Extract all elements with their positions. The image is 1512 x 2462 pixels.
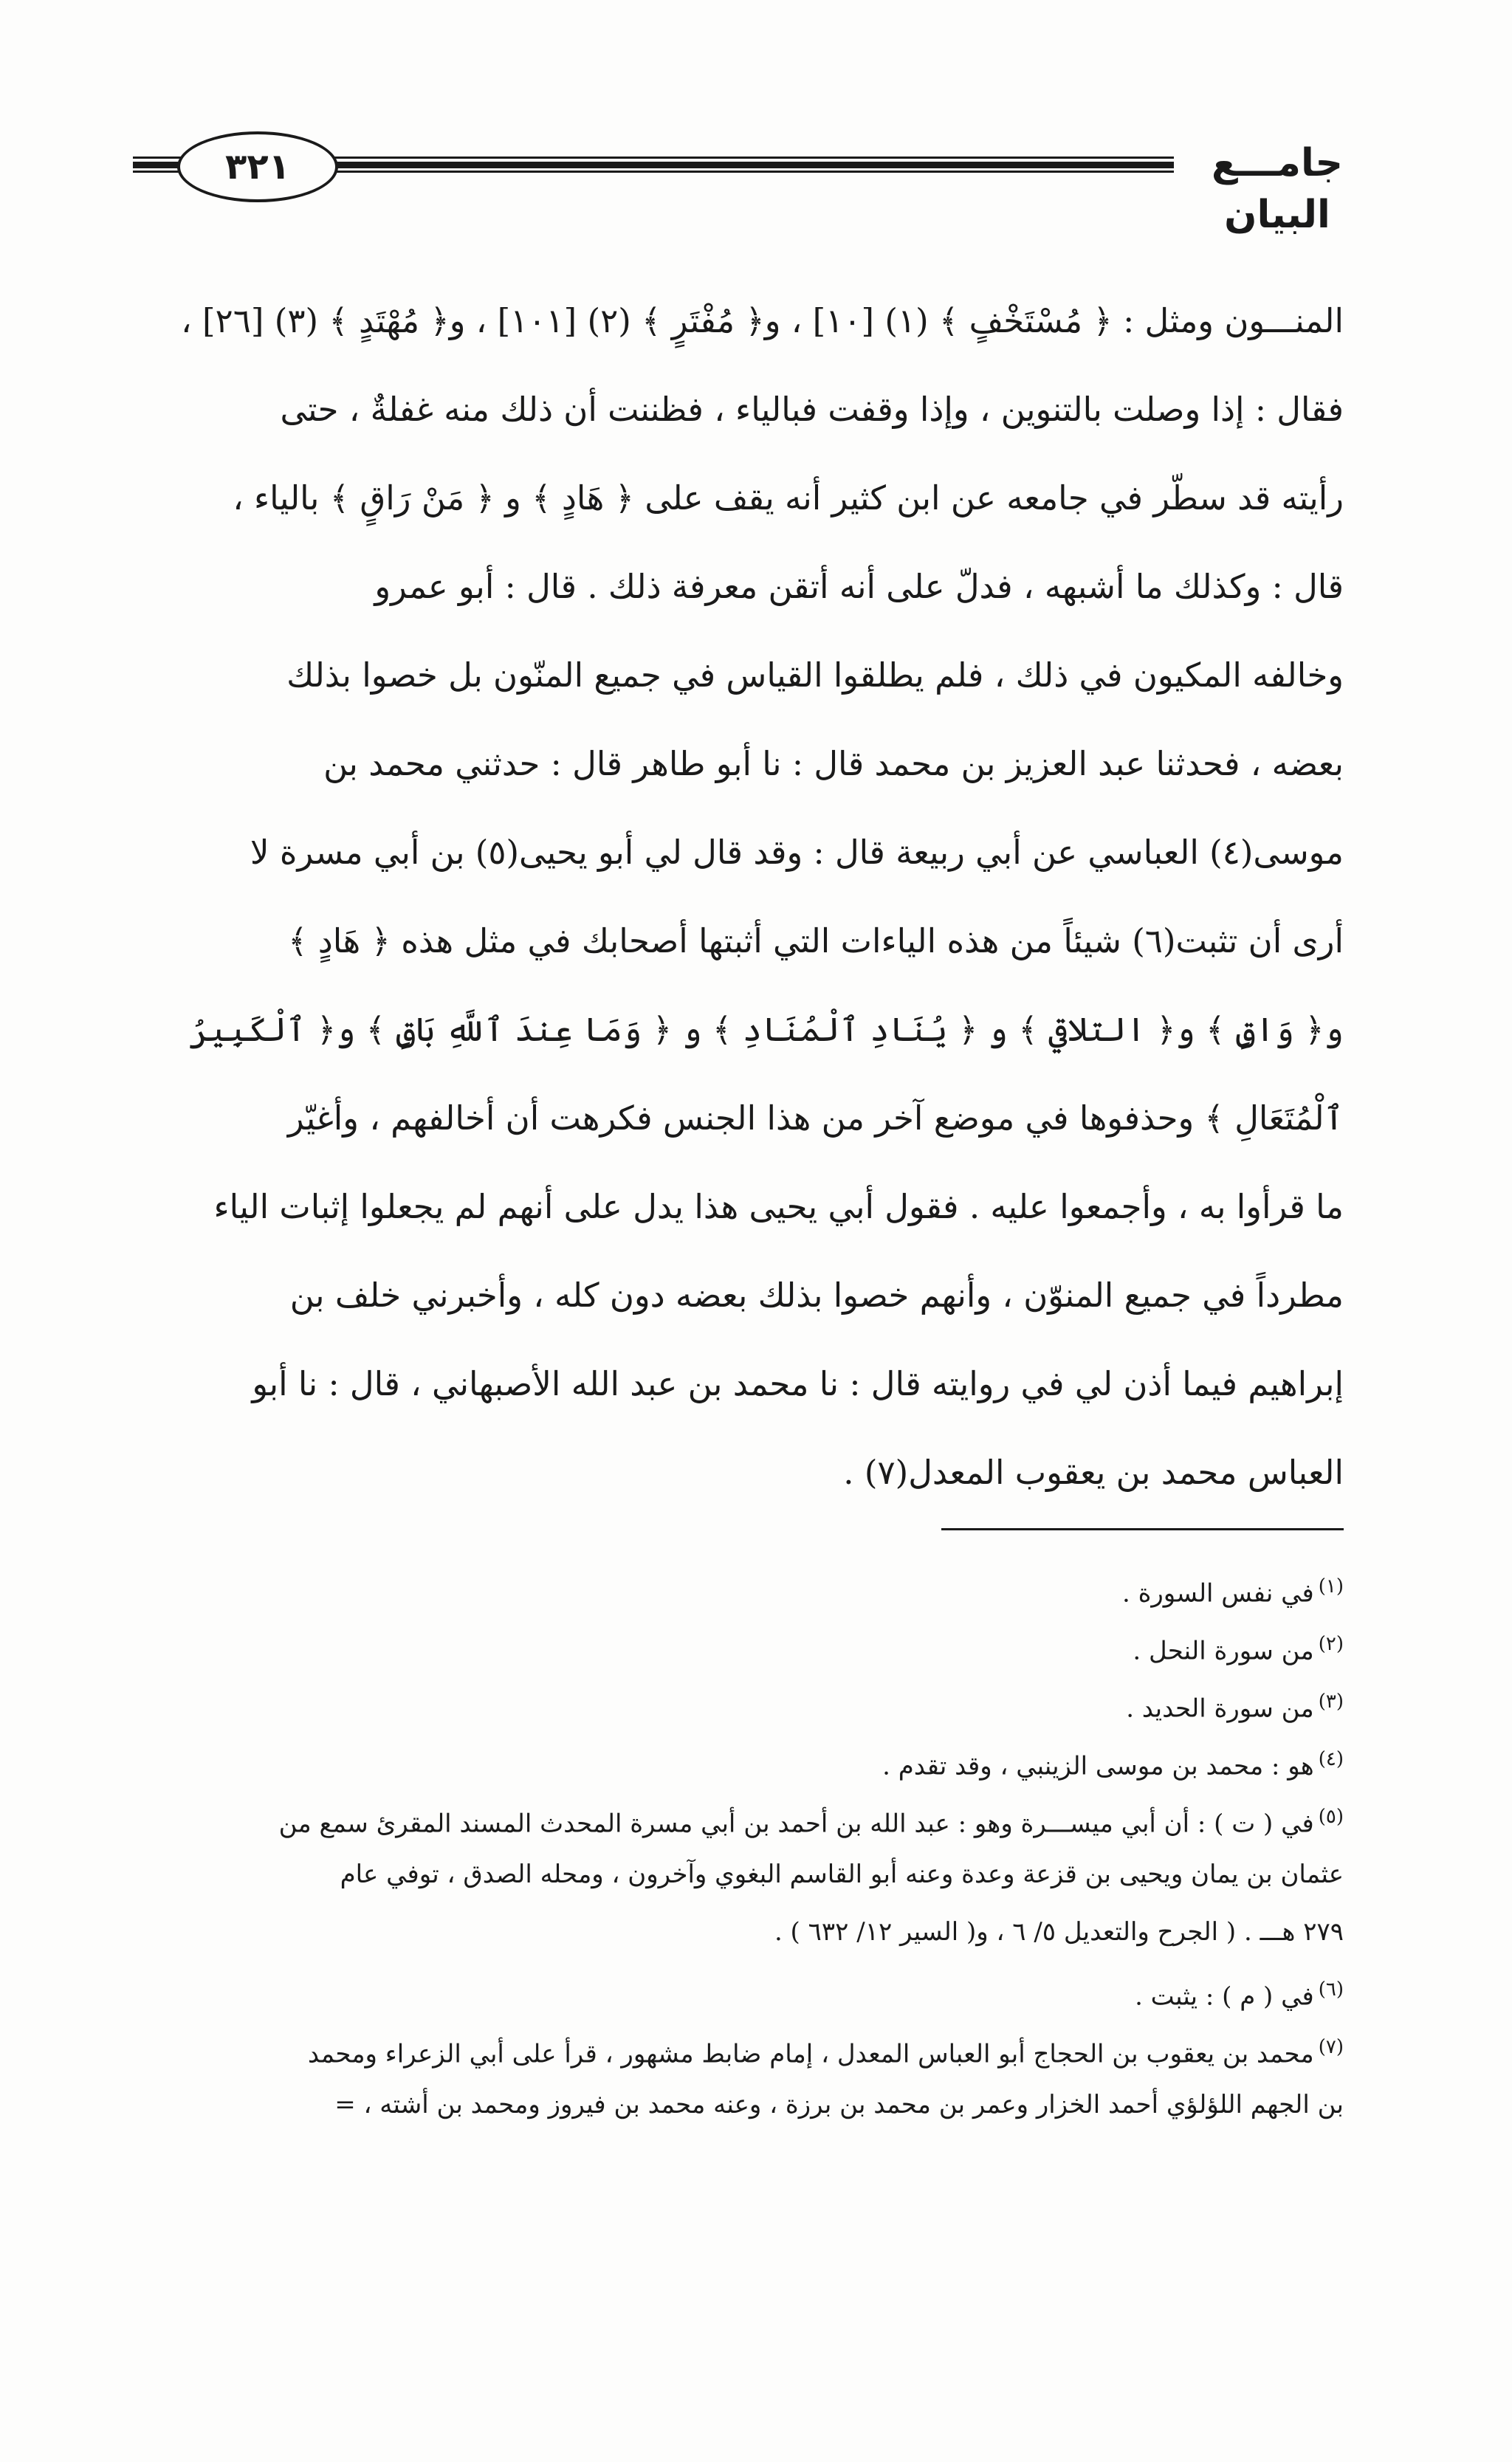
footnote-5 — [166, 1788, 1344, 1846]
text-line: مطرداً في جميع المنوّن ، وأنهم خصوا بذلك بعضه دون كله ، وأخبرني خلف بن — [289, 1276, 1344, 1315]
footnote-3 — [166, 1673, 1344, 1730]
footnote-text: في ( م ) : يثبت . — [1135, 1981, 1314, 2012]
footnote-6 — [166, 1961, 1344, 2018]
footnote-text: ٢٧٩ هـــ . ( الجرح والتعديل ٥/ ٦ ، و( السير ١٢/ ٦٣٢ ) . — [774, 1917, 1344, 1947]
text-line: و﴿ وَاقٍ ﴾ و﴿ التلاقي ﴾ و ﴿ يُنَادِ ٱلْمُنَادِ ﴾ و ﴿ وَمَا عِندَ ٱللَّهِ بَاقٍ ﴾ و﴿ ٱلْكَبِيرُ — [189, 1010, 1344, 1049]
footnote-text: محمد بن يعقوب بن الحجاج أبو العباس المعدل ، إمام ضابط مشهور ، قرأ على أبي الزعراء ومحمد — [307, 2039, 1314, 2069]
text-line: قال : وكذلك ما أشبهه ، فدلّ على أنه أتقن معرفة ذلك . قال : أبو عمرو — [374, 567, 1344, 606]
footnote-text: هو : محمد بن موسى الزينبي ، وقد تقدم . — [882, 1751, 1314, 1781]
footnotes — [166, 1558, 1344, 2133]
footnote-number: (١) — [1318, 1575, 1344, 1598]
footnote-number: (٧) — [1318, 2036, 1344, 2058]
footnote-text: من سورة الحديد . — [1126, 1694, 1314, 1724]
text-line: أرى أن تثبت(٦) شيئاً من هذه الياءات التي أثبتها أصحابك في مثل هذه ﴿ هَادٍ ﴾ — [288, 921, 1344, 960]
footnote-text: بن الجهم اللؤلؤي أحمد الخزار وعمر بن محمد بن برزة ، وعنه محمد بن فيروز ومحمد بن أشته ، = — [334, 2090, 1344, 2119]
footnote-number: (٢) — [1318, 1633, 1344, 1655]
footnote-text: عثمان بن يمان ويحيى بن قزعة وعدة وعنه أبو القاسم البغوي وآخرون ، ومحله الصدق ، توفي عام — [340, 1860, 1344, 1889]
footnote-1 — [166, 1558, 1344, 1615]
footnote-text: من سورة النحل . — [1133, 1636, 1314, 1666]
footnote-number: (٣) — [1318, 1691, 1344, 1713]
footnote-number: (٥) — [1318, 1806, 1344, 1828]
footnote-4 — [166, 1730, 1344, 1788]
footnote-text: في ( ت ) : أن أبي ميســـرة وهو : عبد الله بن أحمد بن أبي مسرة المحدث المسند المقرئ سمع من — [278, 1809, 1314, 1839]
text-line: ما قرأوا به ، وأجمعوا عليه . فقول أبي يحيى هذا يدل على أنهم لم يجعلوا إثبات الياء — [213, 1187, 1344, 1226]
text-line: بعضه ، فحدثنا عبد العزيز بن محمد قال : نا أبو طاهر قال : حدثني محمد بن — [323, 744, 1344, 783]
text-line: ٱلْمُتَعَالِ ﴾ وحذفوها في موضع آخر من هذا الجنس فكرهت أن أخالفهم ، وأغيّر — [287, 1098, 1344, 1138]
footnote-number: (٦) — [1318, 1978, 1344, 2001]
text-line: المنـــون ومثل : ﴿ مُسْتَخْفٍ ﴾ (١) [١٠] ، و﴿ مُفْتَرٍ ﴾ (٢) [١٠١] ، و﴿ مُهْتَدٍ ﴾ (٣) [٢٦] ، — [181, 301, 1344, 340]
footnote-separator — [941, 1528, 1344, 1530]
page-header — [133, 111, 1373, 237]
footnote-7-continued — [166, 2076, 1344, 2133]
text-line: العباس محمد بن يعقوب المعدل(٧) . — [843, 1453, 1344, 1492]
main-text — [166, 277, 1344, 1517]
text-line: إبراهيم فيما أذن لي في روايته قال : نا محمد بن عبد الله الأصبهاني ، قال : نا أبو — [252, 1364, 1344, 1403]
text-line: موسى(٤) العباسي عن أبي ربيعة قال : وقد قال لي أبو يحيى(٥) بن أبي مسرة لا — [250, 833, 1344, 872]
footnote-text: في نفس السورة . — [1121, 1578, 1314, 1609]
footnote-2 — [166, 1615, 1344, 1673]
footnote-5-continued — [166, 1846, 1344, 1903]
text-line: فقال : إذا وصلت بالتنوين ، وإذا وقفت فبالياء ، فظننت أن ذلك منه غفلةٌ ، حتى — [280, 390, 1344, 429]
text-line: رأيته قد سطّر في جامعه عن ابن كثير أنه يقف على ﴿ هَادٍ ﴾ و ﴿ مَنْ رَاقٍ ﴾ بالياء ، — [233, 478, 1344, 517]
text-line: وخالفه المكيون في ذلك ، فلم يطلقوا القياس في جميع المنّون بل خصوا بذلك — [286, 656, 1344, 695]
running-title: جامـــع البيان — [1211, 141, 1344, 237]
page-number: ٣٢١ — [177, 131, 338, 202]
footnote-number: (٤) — [1318, 1748, 1344, 1770]
footnote-5-continued — [166, 1903, 1344, 1961]
footnote-7 — [166, 2018, 1344, 2076]
